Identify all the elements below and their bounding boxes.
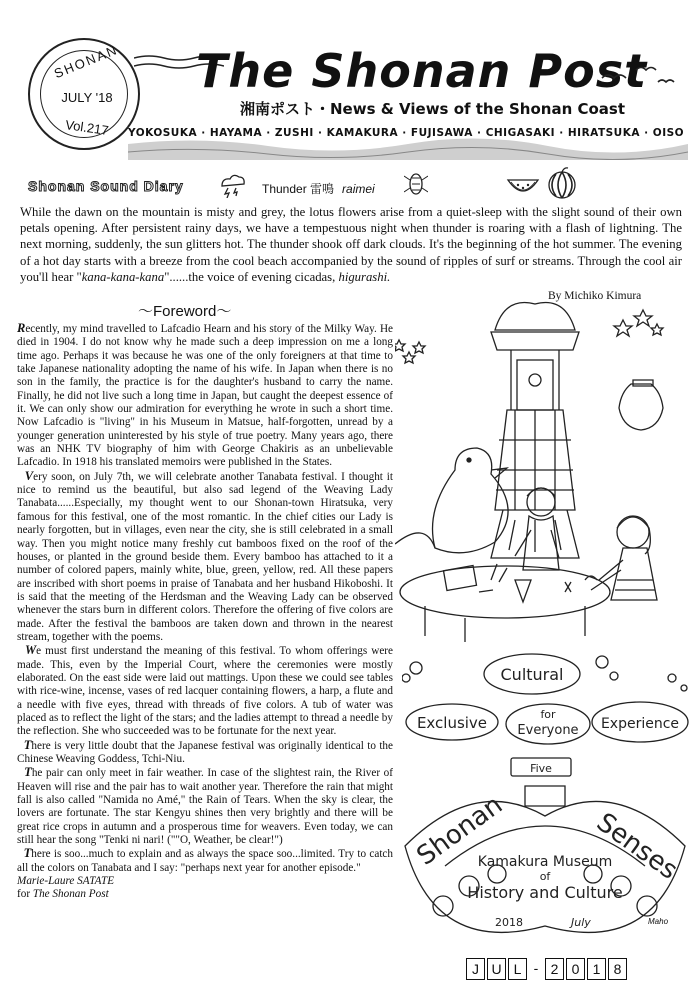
exclusive-text: Exclusive: [416, 714, 488, 732]
birds-icon: [600, 60, 680, 90]
paragraph-text: ery soon, on July 7th, we will celebrate another Tanabata festival. I thought it nice to remind us the beautiful, but also sad legend of the Weaving Lady Tanabata......Especially, my thought went to our Shonan-town Hiratsuka, very famous for this festival, one of the most romantic. In the chief cities our Lady is nearly forgotten, but in villages, even near the city, she is still celebrated in a small way. Then you might notice many freshly cut bamboos fixed on the roof of the houses, or planted in the ground beside them. Every bamboo has attached to it a number of colored papers, mainly white, blue, green, yellow, red. All these papers are inscribed with short poems in praise of Tanabata and her husband Hikoboshi. It is said that the meeting of the Herdsman and the Weaving Lady can be observed whenever the stars burn in different colors. Therefore the offering of five colors are made. After the festival the bamboos are taken down and thrown in the nearest stream, together with the poems.: [17, 470, 394, 643]
date-separator: -: [533, 960, 539, 976]
foreword-title: ～Foreword～: [138, 303, 232, 320]
article-paragraph: [17, 847, 393, 875]
waves-icon: [128, 138, 688, 160]
everyone-text: Everyone: [517, 723, 579, 738]
date-char: 8: [608, 958, 627, 980]
term-romaji: raimei: [342, 182, 375, 196]
masthead-title: The Shonan Post: [196, 44, 648, 98]
shonan-text: Shonan: [411, 789, 509, 872]
article-paragraph: [17, 322, 393, 470]
author-publication: [17, 888, 393, 901]
poster-year: 2018: [495, 916, 523, 929]
date-char: 1: [587, 958, 606, 980]
star-icon: [413, 342, 425, 353]
date-char: U: [487, 958, 506, 980]
watermelon-slice-icon: [506, 176, 540, 198]
drop-letter: T: [23, 737, 32, 752]
masthead: [0, 0, 700, 160]
drop-letter: R: [17, 321, 26, 335]
paragraph-text: ecently, my mind travelled to Lafcadio Hearn and his story of the Milky Way. He died in 1904. I do not know why he made such a deep impression on me a long time ago. Perhaps it was because he was one of the only foreigners at that time to take Japanese nationality adopting the name of his wife. In Japan when there is no son in the family, the practice is for the daughter's husband to carry the name. Finally, he did not live such a long time in Japan, but caught the deepest essence of it. We can only show our admiration for everything he wrote in such a short time. Now Lafcadio is "living" in his Museum in Matsue, half-forgotten, unread by a younger generation uninterested by his style of true poetry. Many years ago, there was an NHK TV biography of him with George Chakiris as an unbelievable Lafcadio. In 1918 his translated memoirs were published in the States.: [17, 323, 393, 469]
term-english: Thunder 雷鳴: [262, 182, 335, 196]
museum-line2: of: [539, 870, 551, 883]
tanabata-illustration: [395, 280, 695, 650]
museum-line1: Kamakura Museum: [477, 854, 613, 870]
paragraph-text: here is very little doubt that the Japanese festival was originally identical to the Chinese Weaving Goddess, Tchi-Niu.: [17, 739, 393, 765]
date-char: 2: [545, 958, 564, 980]
star-icon: [614, 320, 632, 336]
sound-diary-header: [20, 170, 680, 204]
for-text: for: [540, 708, 556, 721]
paragraph-text: e must first understand the meaning of this festival. To whom offerings were made. This, even by the Imperial Court, where the ceremonies were mostly elaborated. On the east side were laid out mattings. Upon these we could see tables with rice-wine, incense, vases of red lacquer containing flowers, a harp, a flute and a needle with five eyes, thread with threads of five colors. A tub of water was placed as to reflect the light of the stars; and the ladies attempt to thread a needle by the reflection. She who succeeded was to be fortunate for the next year.: [17, 645, 394, 738]
article-paragraph: [17, 739, 393, 767]
experience-text: Experience: [600, 716, 680, 732]
date-char: J: [466, 958, 485, 980]
five-senses-fan: [395, 756, 695, 956]
sign-publication: The Shonan Post: [32, 888, 109, 901]
date-char: L: [508, 958, 527, 980]
issue-date-boxes: [466, 958, 629, 980]
cicada-icon: [404, 170, 428, 198]
museum-line3: History and Culture: [467, 883, 623, 902]
sign-for: for: [17, 888, 33, 901]
author-name: Marie-Laure SATATE: [17, 875, 115, 888]
diary-text-italic: kana-kana-kana: [81, 269, 165, 284]
artist-signature: Maho: [648, 917, 669, 926]
article-paragraph: [17, 766, 393, 847]
sound-diary-term: [262, 180, 375, 197]
towns-list: YOKOSUKA · HAYAMA · ZUSHI · KAMAKURA · FUJISAWA · CHIGASAKI · HIRATSUKA · OISO: [128, 127, 685, 139]
article-paragraph: [17, 470, 393, 644]
five-text: Five: [530, 762, 552, 775]
postmark-top-text: SHONAN: [51, 41, 121, 82]
foreword-article: [17, 322, 393, 902]
paragraph-text: here is soo...much to explain and as always the space soo...limited. Try to catch all the colors on Tanabata and I say: "perhaps next year for another episode.": [17, 848, 393, 874]
postmark-date: JULY '18: [61, 90, 113, 105]
star-icon: [651, 324, 663, 335]
postmark-stamp: [28, 38, 140, 150]
date-char: 0: [566, 958, 585, 980]
sound-diary-title: Shonan Sound Diary: [28, 178, 184, 194]
drop-letter: T: [23, 846, 32, 861]
senses-text: Senses: [590, 807, 684, 886]
paragraph-text: he pair can only meet in fair weather. In case of the slightest rain, the River of Heaven will rise and the pair has to wait another year. Therefore the rain that might fall is also called "Namida no Amé," the Rain of Tears. When the sky is clear, the lovers are fortunate. The star Kengyu shines then very brightly and there will be great rice crops in autumn and a prosperous time for weavers. Even today, we can still hear the song "Tenki ni nari! (""O, Weather, be clear!"): [17, 767, 393, 847]
star-icon: [395, 340, 405, 351]
star-icon: [403, 352, 415, 363]
postmark-volume: Vol.217: [64, 117, 110, 138]
cultural-text: Cultural: [500, 665, 564, 684]
article-paragraph: [17, 644, 393, 738]
drop-letter: V: [24, 468, 34, 483]
poster-banner: [402, 648, 692, 756]
masthead-subtitle: 湘南ポスト・News & Views of the Shonan Coast: [240, 100, 626, 118]
diary-author: By Michiko Kimura: [548, 290, 642, 302]
diary-text-italic: higurashi.: [338, 269, 391, 284]
poster-month: July: [571, 916, 591, 929]
watermelon-icon: [546, 166, 578, 200]
drop-letter: W: [25, 643, 37, 658]
thunder-cloud-icon: [216, 172, 246, 198]
star-icon: [634, 310, 652, 326]
drop-letter: T: [24, 765, 32, 780]
diary-text-part: While the dawn on the mountain is misty and grey, the lotus flowers arise from a quiet-sleep with the slight sound of their own petals opening. After persistent rainy days, we have a tempestuous night when thunder is roaring with a flash of lightning. The next morning, suddenly, the sun glitters hot. The thunder shook off dark clouds. It's the beginning of the hot summer. The evening of a hot day starts with a breeze from the cool beach accompanied by the sound of ripples of surf or streams. Through the cool air you'll hear ": [20, 205, 682, 284]
sound-diary-text: [20, 204, 682, 285]
diary-text-part: "......the voice of evening cicadas,: [164, 269, 339, 284]
